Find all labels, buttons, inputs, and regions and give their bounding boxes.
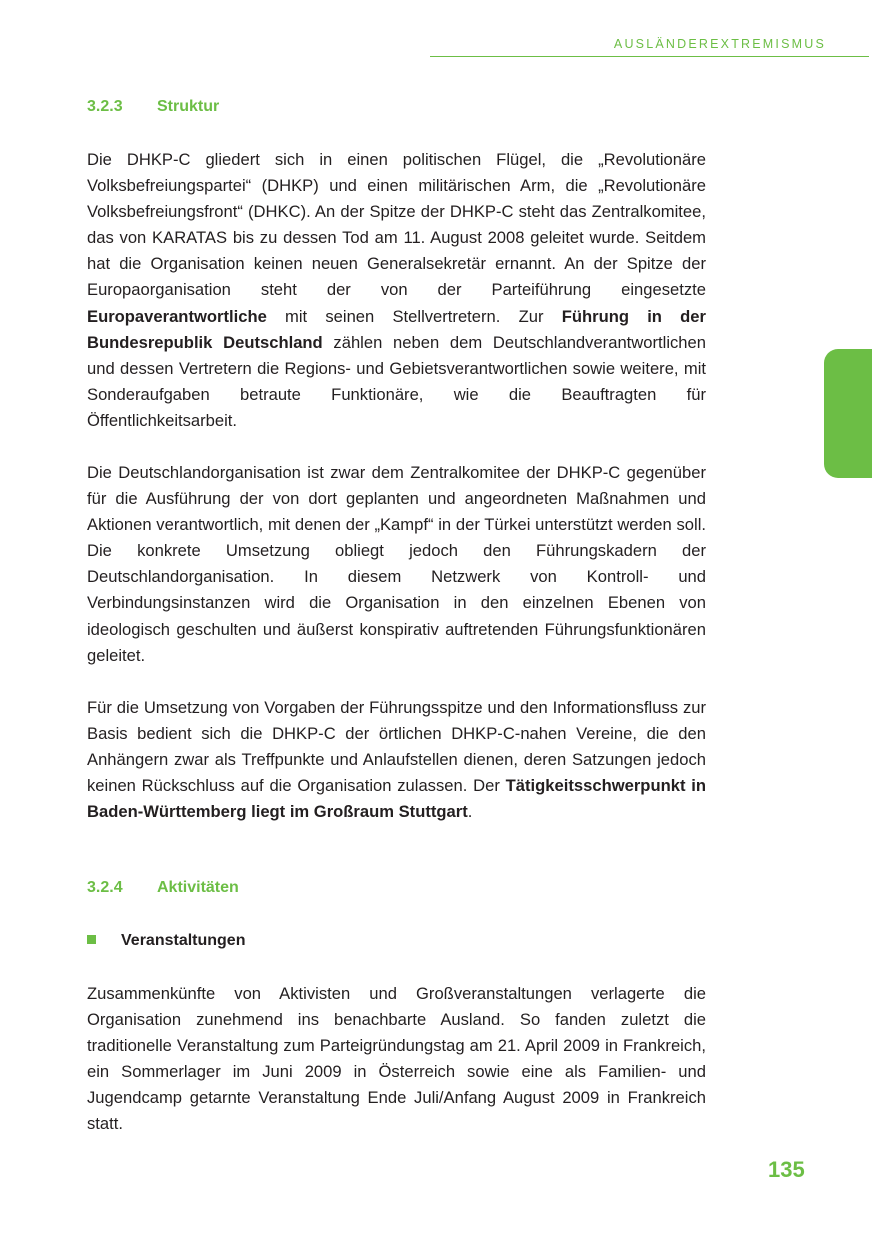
section-heading-aktivitaeten <box>87 879 239 897</box>
header-rule <box>430 56 869 57</box>
text-run: Für die Umsetzung von Vorgaben der Führungsspitze und den Informationsfluss zur Basis bedient sich die DHKP-C der örtlichen DHKP-C-nahen Vereine, die den Anhängern zwar als Treffpunkte und Anlaufstellen dienen, deren Satzungen jedoch keinen Rückschluss auf die Organisation zulassen. Der <box>87 698 706 796</box>
bold-run: Führung in der Bundesrepublik Deutschland <box>87 306 706 352</box>
paragraph-events: Zusammenkünfte von Aktivisten und Großveranstaltungen verlagerte die Organisation zunehmend ins benachbarte Ausland. So fanden zuletzt die traditionelle Veranstaltung zum Parteigründungstag am 21. April 2009 in Frankreich, ein Sommerlager im Juni 2009 in Österreich sowie eine als Familien- und Jugendcamp getarnte Veranstaltung Ende Juli/Anfang August 2009 in Frankreich statt. <box>87 984 706 1134</box>
paragraph-associations <box>87 695 706 825</box>
square-bullet-icon <box>87 935 96 944</box>
subsection-title: Veranstaltungen <box>121 932 246 949</box>
bold-run: Europaverantwortliche <box>87 306 267 326</box>
text-run: mit seinen Stellvertretern. Zur <box>266 306 562 326</box>
text-run: zählen neben dem Deutschlandverantwortlichen und dessen Vertretern die Regions- und Gebietsverantwortlichen sowie weitere, mit Sonderaufgaben betraute Funktionäre, wie die Beauftragten für Öffentlichkeitsarbeit. <box>87 332 706 430</box>
section-number: 3.2.3 <box>87 98 123 115</box>
section-title: Aktivitäten <box>157 879 239 896</box>
chapter-side-tab <box>824 349 872 478</box>
subsection-heading <box>87 932 245 950</box>
text-run: . <box>467 802 473 822</box>
bold-run: Tätigkeitsschwerpunkt in Baden-Württemberg liegt im Großraum Stuttgart <box>87 776 706 822</box>
page-number: 135 <box>768 1157 805 1182</box>
section-number: 3.2.4 <box>87 879 123 896</box>
paragraph-structure <box>87 147 706 434</box>
section-title: Struktur <box>157 98 220 115</box>
section-heading-struktur <box>87 98 219 116</box>
running-head: AUSLÄNDEREXTREMISMUS <box>613 37 826 51</box>
text-run: Die DHKP-C gliedert sich in einen politischen Flügel, die „Revolutionäre Volksbefreiungspartei“ (DHKP) und einen militärischen Arm, die „Revolutionäre Volksbefreiungsfront“ (DHKC). An der Spitze der DHKP-C steht das Zentralkomitee, das von KARATAS bis zu dessen Tod am 11. August 2008 geleitet wurde. Seitdem hat die Organisation keinen neuen Generalsekretär ernannt. An der Spitze der Europaorganisation steht der von der Parteiführung eingesetzte <box>87 150 706 300</box>
paragraph-germany-organisation: Die Deutschlandorganisation ist zwar dem Zentralkomitee der DHKP-C gegenüber für die Ausführung der von dort geplanten und angeordneten Maßnahmen und Aktionen verantwortlich, mit denen der „Kampf“ in der Türkei unterstützt werden soll. Die konkrete Umsetzung obliegt jedoch den Führungskadern der Deutschlandorganisation. In diesem Netzwerk von Kontroll- und Verbindungsinstanzen wird die Organisation in den einzelnen Ebenen von ideologisch geschulten und äußerst konspirativ auftretenden Führungsfunktionären geleitet. <box>87 463 706 665</box>
